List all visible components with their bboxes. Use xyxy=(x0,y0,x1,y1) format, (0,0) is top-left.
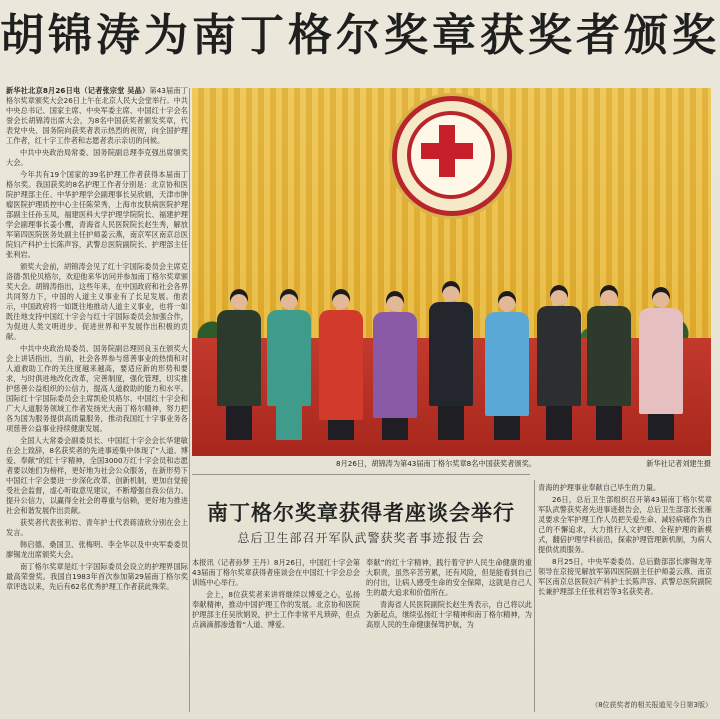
person-figure xyxy=(216,289,262,440)
paragraph: 会上，8位获奖者来讲将继续以博爱之心，弘扬奉献精神，推动中国护理工作的发展。北京协和医院护理部主任吴欣娟说，护士工作非常平凡琐碎，但点点滴滴都渗透着“人道、博爱、 xyxy=(192,590,360,629)
paragraph: 青海省人民医院副院长赵生秀表示，自己将以此为新起点，继续弘扬红十字精神和南丁格尔精神，为高原人民的生命健康保驾护航，为 xyxy=(366,600,532,629)
divider xyxy=(192,474,530,475)
sub-article-title: 南丁格尔奖章获得者座谈会举行 xyxy=(207,501,515,525)
award-ceremony-photo xyxy=(192,88,711,456)
paragraph: 8月25日，中央军委委员、总后勤部部长廖锡龙等领导在京接见解放军第四医院副主任护师姜云燕、南京军区南京总医院妇产科护士长陈声容、武警总医院副院长兼护理部主任张利岩等3名获奖者。 xyxy=(538,557,712,596)
paragraph: 中共中央政治局常委、国务院副总理李克强出席颁奖大会。 xyxy=(6,148,188,167)
paragraph: 奉献”的红十字精神，践行着守护人民生命健康的重大职责，虽然辛苦劳累，还有风险，但是能看到自己的付出，让病人感受生命的安全保障，这就是自己人生的最大追求和价值所在。 xyxy=(366,558,532,597)
person-figure xyxy=(586,285,632,440)
related-report-note: （8位获奖者的相关报道见今日第3版） xyxy=(591,701,712,709)
lead-dateline: 新华社北京8月26日电 xyxy=(6,86,81,95)
paragraph: 今年共有19个国家的39名护理工作者获得本届南丁格尔奖。我国获奖的8名护理工作者分别是：北京协和医院护理部主任、中华护理学会副理事长吴欣娟，天津市肿瘤医院护理质控中心主任陈荣秀，上海市皮肤病医院护理部副主任孙玉凤，福建医科大学护理学院院长、福建护理学会副理事长姜小鹰，青海省人民医院院长赵生秀，解放军第四医院医务处副主任护师姜云燕，南京军区南京总医院妇产科护士长陈声容，武警总医院副院长、护理部主任张利岩。 xyxy=(6,170,188,259)
paragraph: 颁奖大会前，胡锦涛会见了红十字国际委员会主席克洛德·凯伦贝格尔，欢迎他来华访问并参加南丁格尔奖章颁奖大会。胡锦涛指出，这些年来，在中国政府和社会各界共同努力下，中国的人道主义事业有了长足发展。他表示，中国政府将一如既往地推动人道主义事业，也将一如既往地支持中国红十字会与红十字国际委员会加强合作，为促进人类文明进步、促进世界和平发展作出积极的贡献。 xyxy=(6,262,188,341)
photo-caption: 8月26日，胡锦涛为第43届南丁格尔奖章8名中国获奖者颁奖。 xyxy=(336,459,536,468)
person-figure xyxy=(428,281,474,440)
sub-article-column-2 xyxy=(366,558,532,714)
photo-credit: 新华社记者刘建生摄 xyxy=(646,459,711,468)
person-figure xyxy=(536,285,582,440)
paragraph: 26日，总后卫生部组织召开第43届南丁格尔奖章军队武警获奖者先进事迹报告会，总后卫生部部长张雁灵要求全军护理工作人员把关爱生命、减轻病痛作为自己的不懈追求，大力推行人文护理、全程护理的新模式，翻倍护理学科前沿，探索护理管理新机制，为病人提供优质服务。 xyxy=(538,495,712,554)
person-figure xyxy=(638,287,684,440)
person-figure xyxy=(372,291,418,440)
divider xyxy=(189,88,190,712)
paragraph: 全国人大常委会副委员长、中国红十字会会长华建敏在会上致辞，8名获奖者的先进事迹集中体现了“人道、博爱、奉献”的红十字精神，全国3000万红十字会员和志愿者要以她们为榜样，更好地为社会公众服务，在新形势下中国红十字会要进一步深化改革、创新机制，更加自觉接受社会监督，虚心听取意见建议，不断增强自我公信力、提升公信力，以赢得全社会的尊重与信赖，更好地为推进社会和谐发展作出贡献。 xyxy=(6,436,188,515)
person-figure xyxy=(318,289,364,440)
sub-article-subtitle: 总后卫生部召开军队武警获奖者事迹报告会 xyxy=(237,531,485,545)
paragraph: 第43届南丁格尔奖章颁奖大会26日上午在北京人民大会堂举行。中共中央总书记、国家主席、中央军委主席、中国红十字会名誉会长胡锦涛出席大会，为8名中国获奖者颁发奖章，代表党中央、国务院向获奖者表示热烈的祝贺，向全国护理工作者，红十字工作者和志愿者表示亲切的问候。 xyxy=(6,86,188,145)
main-headline: 胡锦涛为南丁格尔奖章获奖者颁奖 xyxy=(0,10,720,61)
sub-article-column-1 xyxy=(192,558,360,714)
paragraph: 获奖者代表张利岩、青年护士代表蒋清欣分别在会上发言。 xyxy=(6,518,188,537)
person-figure xyxy=(266,289,312,440)
main-article-body xyxy=(6,86,188,714)
paragraph: 韩启德、桑国卫、张梅明、李全华以及中央军委委员廖锡龙出席颁奖大会。 xyxy=(6,540,188,559)
paragraph: 中共中央政治局委员、国务院副总理回良玉在颁奖大会上讲话指出，当前，社会各界参与慈善事业的热情和对人道救助工作的关注度越来越高，要适应新的形势和要求，与时俱进地改化改革，完善制度，强化管理，切实推护慈善公益组织的公信力，提高人道救助的能力和水平。国际红十字国际委员会主席凯伦贝格尔、中国红十字会和广大人道服务领域工作者发扬光大南丁格尔精神，努力把各为国为服务提供高质量服务，推动我国红十字事业务各项慈善公益事业持续健康发展。 xyxy=(6,344,188,433)
divider xyxy=(534,480,535,712)
lead-reporter: （记者张宗堂 吴晶） xyxy=(80,86,150,95)
paragraph: 青海的护理事业奉献自己毕生的力量。 xyxy=(538,483,661,492)
person-figure xyxy=(484,291,530,440)
paragraph: 南丁格尔奖章是红十字国际委员会设立的护理界国际最高荣誉奖。我国自1983年首次参加第29届南丁格尔奖章评选以来，先后有62名优秀护理工作者获此殊荣。 xyxy=(6,562,188,591)
red-cross-emblem-icon xyxy=(392,96,512,216)
sub-article-column-3 xyxy=(538,483,712,714)
cross-horizontal xyxy=(421,143,473,159)
lead-paragraph xyxy=(6,86,188,146)
paragraph: 本报讯（记者孙梦 王丹）8月26日，中国红十字会第43届南丁格尔奖章获得者座谈会在中国红十字会总会训练中心举行。 xyxy=(192,558,360,587)
